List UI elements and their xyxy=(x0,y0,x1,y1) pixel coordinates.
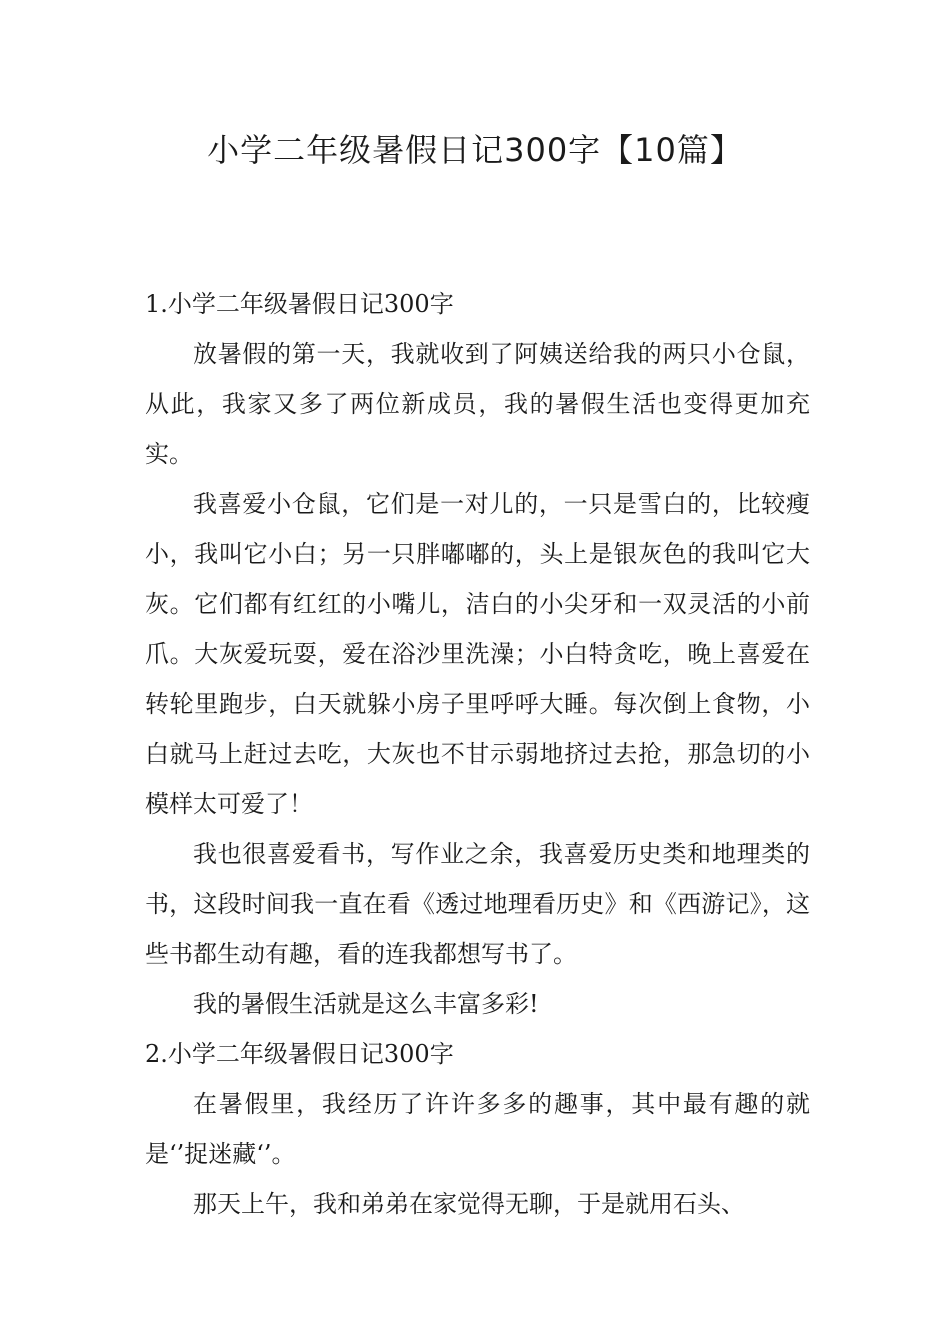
paragraph: 在暑假里，我经历了许许多多的趣事，其中最有趣的就是‘’捉迷藏‘’。 xyxy=(145,1090,810,1168)
section-heading: 2.小学二年级暑假日记300字 xyxy=(145,1040,454,1068)
section-heading: 1.小学二年级暑假日记300字 xyxy=(145,290,454,318)
diary-section-2 xyxy=(145,1029,810,1229)
paragraph: 那天上午，我和弟弟在家觉得无聊，于是就用石头、 xyxy=(193,1190,745,1218)
paragraph: 我也很喜爱看书，写作业之余，我喜爱历史类和地理类的书，这段时间我一直在看《透过地理看历史》和《西游记》，这些书都生动有趣，看的连我都想写书了。 xyxy=(145,840,810,968)
paragraph: 我喜爱小仓鼠，它们是一对儿的，一只是雪白的，比较瘦小，我叫它小白；另一只胖嘟嘟的，头上是银灰色的我叫它大灰。它们都有红红的小嘴儿，洁白的小尖牙和一双灵活的小前爪。大灰爱玩耍，爱在浴沙里洗澡；小白特贪吃，晚上喜爱在转轮里跑步，白天就躲小房子里呼呼大睡。每次倒上食物，小白就马上赶过去吃，大灰也不甘示弱地挤过去抢，那急切的小模样太可爱了！ xyxy=(145,490,810,818)
document-body xyxy=(145,279,810,1229)
paragraph: 放暑假的第一天，我就收到了阿姨送给我的两只小仓鼠，从此，我家又多了两位新成员，我的暑假生活也变得更加充实。 xyxy=(145,340,810,468)
document-title: 小学二年级暑假日记300字【10篇】 xyxy=(207,131,743,169)
paragraph: 我的暑假生活就是这么丰富多彩! xyxy=(193,990,539,1018)
diary-section-1 xyxy=(145,279,810,1029)
